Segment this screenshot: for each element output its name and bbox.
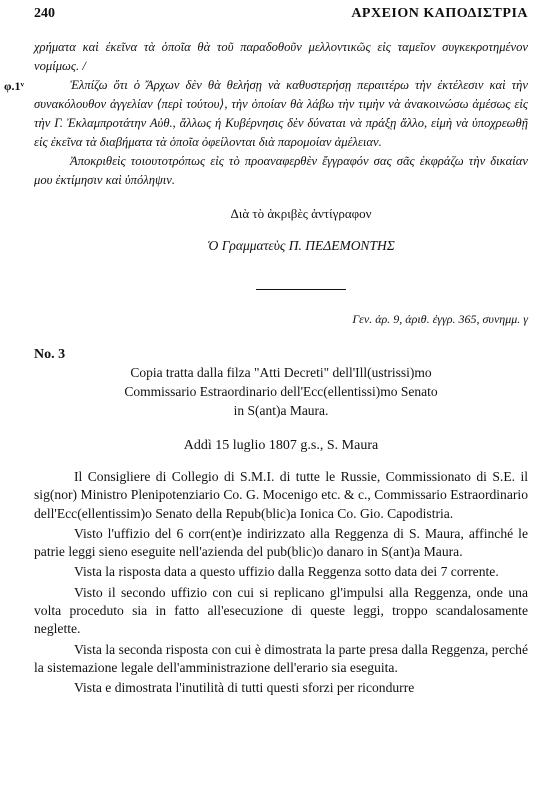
running-title: ΑΡΧΕΙΟΝ ΚΑΠΟΔΙΣΤΡΙΑ bbox=[351, 6, 528, 21]
page-number: 240 bbox=[34, 6, 55, 21]
certification-line: Διὰ τὸ ἀκριβὲς ἀντίγραφον bbox=[230, 206, 372, 221]
heading-line: Commissario Estraordinario dell'Ecc(ellentissi)mo Senato bbox=[124, 384, 438, 399]
decree-paragraph: Visto l'uffizio del 6 corr(ent)e indirizzato alla Reggenza di S. Maura, affinché le patrie leggi sieno eseguite nell'azienda del pub(blic)o danaro in S(ant)a Maura. bbox=[34, 525, 528, 560]
decree-paragraph: Vista e dimostrata l'inutilità di tutti questi sforzi per ricondurre bbox=[74, 680, 415, 696]
page-header bbox=[34, 6, 528, 26]
document-number: No. 3 bbox=[34, 347, 66, 362]
heading-line: Copia tratta dalla filza "Atti Decreti" dell'Ill(ustrissi)mo bbox=[130, 365, 432, 380]
section-divider bbox=[256, 289, 346, 290]
greek-paragraph: Ἀποκριθεὶς τοιουτοτρόπως εἰς τὸ προαναφερθὲν ἔγγραφόν σας σᾶς ἐκφράζω τὴν δικαίαν μου ἐκτίμησιν καὶ ὑπόληψιν. bbox=[34, 154, 528, 187]
decree-paragraph: Visto il secondo uffizio con cui si replicano gl'impulsi alla Reggenza, onde una volta proceduto sia in fatto all'esecuzione di queste leggi, troppo scandalosamente neglette. bbox=[34, 584, 528, 637]
folio-margin-note: φ.1ᵛ bbox=[4, 79, 25, 93]
italian-decree-text bbox=[34, 468, 528, 698]
archive-reference: Γεν. ἀρ. 9, ἀριθ. ἐγγρ. 365, συνημμ. γ bbox=[352, 312, 528, 326]
greek-letter-section bbox=[4, 38, 528, 329]
page-body bbox=[4, 38, 528, 698]
greek-paragraph: Ἐλπίζω ὅτι ὁ Ἄρχων δὲν θὰ θελήσῃ νὰ καθυστερήσῃ περαιτέρω τὴν ἐκτέλεσιν καὶ τὴν συνακόλουθον ἀγγελίαν ⟨περὶ τούτου⟩, τὴν ὁποίαν θὰ λάβω τὴν τιμὴν νὰ ἀνακοινώσω ἀμέσως εἰς τὴν Γ. Ἐκλαμπροτάτην Αὐθ., ἄλλως ἡ Κυβέρνησις δὲν δύναται νὰ πράξῃ ἄλλο, εἰμὴ νὰ ὑποχρεωθῇ εἰς ἐκεῖνα τὰ διαβήματα τὰ ὁποῖα ὀφείλονται διὰ παρομοίαν ἀμέλειαν. bbox=[34, 78, 528, 149]
heading-line: in S(ant)a Maura. bbox=[233, 403, 329, 418]
decree-paragraph: Vista la seconda risposta con cui è dimostrata la parte presa dalla Reggenza, perché la sistemazione legale dell'amministrazione dell'erario sia eseguita. bbox=[34, 641, 528, 675]
secretary-signature: Ὁ Γραμματεὺς Π. ΠΕΔΕΜΟΝΤΗΣ bbox=[207, 238, 395, 253]
document-date: Addì 15 luglio 1807 g.s., S. Maura bbox=[183, 438, 379, 453]
greek-paragraph: χρήματα καὶ ἐκεῖνα τὰ ὁποῖα θὰ τοῦ παραδοθοῦν μελλοντικῶς εἰς ταμεῖον συγκεκροτημένον νομίμως. / bbox=[34, 40, 528, 73]
decree-paragraph: Vista la risposta data a questo uffizio dalla Reggenza sotto data dei 7 corrente. bbox=[74, 564, 499, 580]
document-heading bbox=[34, 363, 528, 420]
decree-paragraph: Il Consigliere di Collegio di S.M.I. di tutte le Russie, Commissionato di S.E. il sig(nor) Ministro Plenipotenziario Co. G. Mocenigo etc. & c., Commissario Estraordinario dell'Ecc(ellentissim)o Senato della Repub(blic)a Ionica Co. Gio. Capodistria. bbox=[34, 469, 528, 521]
